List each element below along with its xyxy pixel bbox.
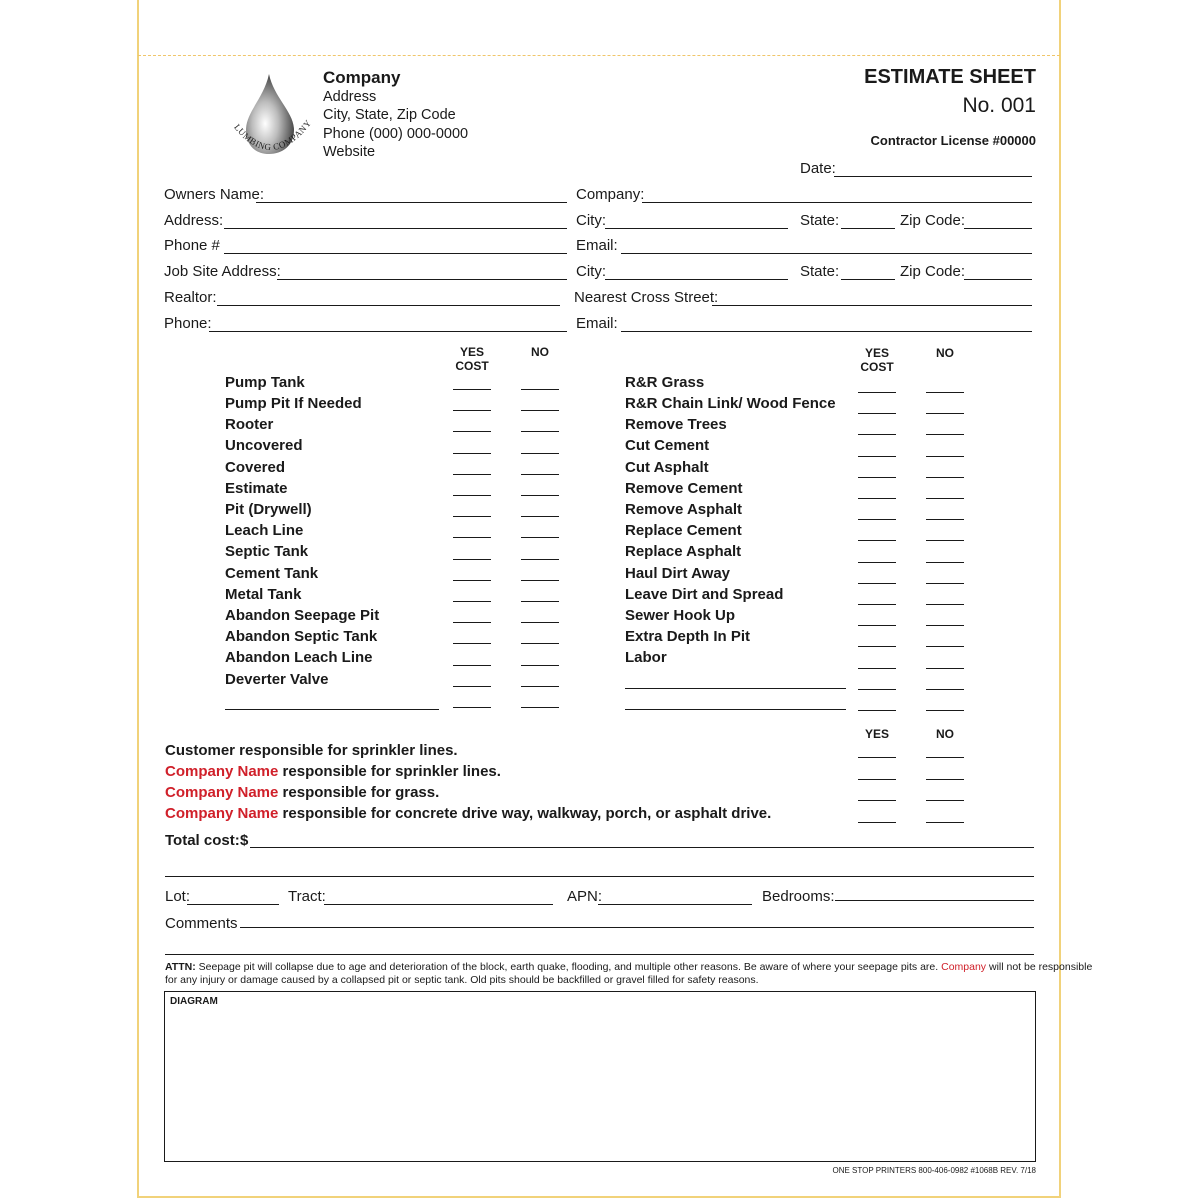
right-no-blank[interactable] [926, 562, 964, 563]
list-item: Cut Asphalt [625, 459, 709, 476]
right-yes-blank[interactable] [858, 477, 896, 478]
right-yes-blank[interactable] [858, 668, 896, 669]
list-item: Remove Asphalt [625, 501, 742, 518]
resp-company-grass [165, 784, 439, 801]
list-item: Abandon Leach Line [225, 649, 373, 666]
job-site-label: Job Site Address: [164, 263, 281, 280]
cross-street-label: Nearest Cross Street: [574, 289, 719, 306]
dollar-sign: $ [240, 832, 249, 849]
total-cost-extra-line[interactable] [165, 876, 1034, 877]
zip-label: Zip Code: [900, 212, 966, 229]
lot-label: Lot: [165, 888, 191, 905]
list-item: Cement Tank [225, 565, 319, 582]
state-field[interactable] [841, 228, 895, 229]
realtor-label: Realtor: [164, 289, 217, 306]
left-yes-blank[interactable] [453, 389, 491, 390]
contractor-license: Contractor License #00000 [870, 133, 1036, 148]
resp-customer-sprinkler: Customer responsible for sprinkler lines. [165, 742, 458, 759]
resp-no-header: NO [936, 727, 954, 741]
left-custom-item-field[interactable] [225, 709, 439, 710]
zip2-field[interactable] [964, 279, 1032, 280]
resp-no-blank[interactable] [926, 822, 964, 823]
left-no-blank[interactable] [521, 707, 559, 708]
company-website: Website [323, 144, 376, 160]
company-field-label: Company: [576, 186, 645, 203]
left-yes-blank[interactable] [453, 580, 491, 581]
list-item: Estimate [225, 480, 288, 497]
right-yes-blank[interactable] [858, 413, 896, 414]
right-custom-item-field-2[interactable] [625, 709, 846, 710]
right-yes-blank[interactable] [858, 519, 896, 520]
resp-text: responsible for sprinkler lines. [278, 763, 501, 780]
left-yes-blank[interactable] [453, 707, 491, 708]
list-item: Remove Trees [625, 416, 727, 433]
phone-hash-field[interactable] [224, 253, 567, 254]
list-item: Leach Line [225, 522, 304, 539]
total-cost-label: Total cost: [165, 832, 240, 849]
left-no-blank[interactable] [521, 622, 559, 623]
owners-name-label: Owners Name: [164, 186, 265, 203]
left-yes-blank[interactable] [453, 643, 491, 644]
right-no-blank[interactable] [926, 710, 964, 711]
right-no-blank[interactable] [926, 477, 964, 478]
right-yes-blank[interactable] [858, 434, 896, 435]
left-no-blank[interactable] [521, 601, 559, 602]
job-site-field[interactable] [277, 279, 567, 280]
realtor-field[interactable] [217, 305, 560, 306]
city-field[interactable] [605, 228, 788, 229]
right-yes-blank[interactable] [858, 710, 896, 711]
comments-label: Comments [165, 915, 238, 932]
right-yes-blank[interactable] [858, 583, 896, 584]
left-yes-blank[interactable] [453, 495, 491, 496]
list-item: R&R Chain Link/ Wood Fence [625, 395, 836, 412]
left-no-blank[interactable] [521, 495, 559, 496]
right-yes-blank[interactable] [858, 625, 896, 626]
right-no-blank[interactable] [926, 456, 964, 457]
resp-no-blank[interactable] [926, 800, 964, 801]
right-no-blank[interactable] [926, 392, 964, 393]
right-no-blank[interactable] [926, 583, 964, 584]
total-cost-field[interactable] [250, 847, 1034, 848]
resp-text: responsible for grass. [278, 784, 440, 801]
right-no-blank[interactable] [926, 540, 964, 541]
right-no-header: NO [936, 346, 954, 360]
list-item: Leave Dirt and Spread [625, 586, 784, 603]
resp-yes-blank[interactable] [858, 779, 896, 780]
right-no-blank[interactable] [926, 668, 964, 669]
list-item: Covered [225, 459, 286, 476]
list-item: Uncovered [225, 437, 303, 454]
cross-street-field[interactable] [712, 305, 1032, 306]
diagram-label: DIAGRAM [170, 996, 218, 1007]
left-no-blank[interactable] [521, 431, 559, 432]
plumbing-drop-logo [222, 70, 318, 170]
cost-label: COST [455, 359, 489, 373]
left-no-blank[interactable] [521, 559, 559, 560]
lot-field[interactable] [187, 904, 279, 905]
list-item: Remove Cement [625, 480, 743, 497]
right-no-blank[interactable] [926, 434, 964, 435]
left-no-blank[interactable] [521, 516, 559, 517]
list-item: Haul Dirt Away [625, 565, 731, 582]
city2-field[interactable] [605, 279, 788, 280]
owners-name-field[interactable] [256, 202, 567, 203]
list-item: Replace Asphalt [625, 543, 742, 560]
left-yes-blank[interactable] [453, 559, 491, 560]
attn-line-1 [165, 961, 1092, 974]
email2-field[interactable] [621, 331, 1032, 332]
list-item: Pump Pit If Needed [225, 395, 362, 412]
left-yes-blank[interactable] [453, 601, 491, 602]
comments-field[interactable] [240, 927, 1034, 928]
attn-text-1: Seepage pit will collapse due to age and deterioration of the block, earth quake, flooding, and multiple other reasons. Be aware of where your seepage pits are. [195, 961, 942, 973]
right-yes-blank[interactable] [858, 392, 896, 393]
right-no-blank[interactable] [926, 519, 964, 520]
resp-company-sprinkler [165, 763, 501, 780]
attn-label: ATTN: [165, 961, 196, 973]
city2-label: City: [576, 263, 606, 280]
attn-line-2: for any injury or damage caused by a collapsed pit or septic tank. Old pits should be backfilled or gravel filled for safety reasons. [165, 974, 759, 986]
list-item: Abandon Seepage Pit [225, 607, 380, 624]
phone-hash-label: Phone # [164, 237, 220, 254]
company-address: Address [323, 89, 377, 105]
right-yes-blank[interactable] [858, 689, 896, 690]
sheet-number: No. 001 [962, 94, 1036, 117]
company-name: Company [323, 68, 401, 87]
perforation-line [138, 55, 1060, 56]
company-phone: Phone (000) 000-0000 [323, 125, 469, 142]
state-label: State: [800, 212, 840, 229]
email-field[interactable] [621, 253, 1032, 254]
right-yes-blank[interactable] [858, 540, 896, 541]
attn-company: Company [941, 961, 987, 973]
tract-field[interactable] [324, 904, 553, 905]
left-yes-blank[interactable] [453, 622, 491, 623]
resp-company-concrete [165, 805, 771, 822]
list-item: Cut Cement [625, 437, 710, 454]
left-no-blank[interactable] [521, 665, 559, 666]
zip-field[interactable] [964, 228, 1032, 229]
list-item: Pit (Drywell) [225, 501, 312, 518]
left-yes-blank[interactable] [453, 537, 491, 538]
resp-no-blank[interactable] [926, 779, 964, 780]
resp-yes-blank[interactable] [858, 822, 896, 823]
list-item: Replace Cement [625, 522, 742, 539]
left-yes-blank[interactable] [453, 474, 491, 475]
city-label: City: [576, 212, 606, 229]
left-no-blank[interactable] [521, 389, 559, 390]
email2-label: Email: [576, 315, 618, 332]
phone-label: Phone: [164, 315, 212, 332]
right-no-blank[interactable] [926, 604, 964, 605]
resp-yes-blank[interactable] [858, 757, 896, 758]
right-yes-blank[interactable] [858, 646, 896, 647]
logo-text: LUMBING COMPANY [232, 117, 314, 153]
company-name-highlight: Company Name [165, 763, 279, 780]
left-no-blank[interactable] [521, 686, 559, 687]
left-yes-blank[interactable] [453, 410, 491, 411]
left-yes-blank[interactable] [453, 516, 491, 517]
list-item: Labor [625, 649, 667, 666]
resp-yes-blank[interactable] [858, 800, 896, 801]
comments-extra-line[interactable] [165, 954, 1034, 955]
left-yes-blank[interactable] [453, 665, 491, 666]
bedrooms-label: Bedrooms: [762, 888, 835, 905]
sheet-title: ESTIMATE SHEET [864, 66, 1036, 88]
list-item: Septic Tank [225, 543, 309, 560]
list-item: R&R Grass [625, 374, 705, 391]
address-label: Address: [164, 212, 224, 229]
zip2-label: Zip Code: [900, 263, 966, 280]
list-item: Deverter Valve [225, 671, 329, 688]
phone-field[interactable] [209, 331, 567, 332]
left-no-blank[interactable] [521, 410, 559, 411]
right-yes-blank[interactable] [858, 498, 896, 499]
apn-field[interactable] [598, 904, 752, 905]
state2-label: State: [800, 263, 840, 280]
date-label: Date: [800, 160, 836, 177]
company-field[interactable] [642, 202, 1032, 203]
list-item: Extra Depth In Pit [625, 628, 751, 645]
list-item: Rooter [225, 416, 274, 433]
yes-label: YES [459, 345, 484, 359]
list-item: Abandon Septic Tank [225, 628, 378, 645]
resp-yes-header: YES [864, 727, 889, 741]
left-yes-blank[interactable] [453, 453, 491, 454]
left-no-blank[interactable] [521, 537, 559, 538]
right-no-blank[interactable] [926, 413, 964, 414]
yes-label: YES [864, 346, 889, 360]
resp-no-blank[interactable] [926, 757, 964, 758]
resp-text: responsible for concrete drive way, walkway, porch, or asphalt drive. [278, 805, 772, 822]
right-custom-item-field-1[interactable] [625, 688, 846, 689]
address-field[interactable] [224, 228, 567, 229]
left-yes-blank[interactable] [453, 686, 491, 687]
left-yes-cost-header [452, 345, 492, 373]
right-yes-cost-header [857, 346, 897, 374]
left-no-blank[interactable] [521, 643, 559, 644]
apn-label: APN: [567, 888, 603, 905]
right-yes-blank[interactable] [858, 456, 896, 457]
state2-field[interactable] [841, 279, 895, 280]
bedrooms-field[interactable] [835, 900, 1034, 901]
company-name-highlight: Company Name [165, 805, 279, 822]
cost-label: COST [860, 360, 894, 374]
right-no-blank[interactable] [926, 625, 964, 626]
date-field[interactable] [834, 176, 1032, 177]
diagram-box[interactable] [164, 991, 1036, 1162]
left-no-blank[interactable] [521, 453, 559, 454]
left-yes-blank[interactable] [453, 431, 491, 432]
right-yes-blank[interactable] [858, 562, 896, 563]
email-label: Email: [576, 237, 618, 254]
right-no-blank[interactable] [926, 498, 964, 499]
right-no-blank[interactable] [926, 689, 964, 690]
left-no-blank[interactable] [521, 474, 559, 475]
list-item: Pump Tank [225, 374, 305, 391]
left-no-header: NO [531, 345, 549, 359]
right-no-blank[interactable] [926, 646, 964, 647]
attn-text-2: will not be responsible [986, 961, 1093, 973]
company-name-highlight: Company Name [165, 784, 279, 801]
company-city-state-zip: City, State, Zip Code [323, 107, 456, 123]
left-no-blank[interactable] [521, 580, 559, 581]
list-item: Metal Tank [225, 586, 302, 603]
right-yes-blank[interactable] [858, 604, 896, 605]
tract-label: Tract: [288, 888, 326, 905]
printer-footer: ONE STOP PRINTERS 800-406-0982 #1068B REV. 7/18 [832, 1166, 1036, 1175]
list-item: Sewer Hook Up [625, 607, 736, 624]
